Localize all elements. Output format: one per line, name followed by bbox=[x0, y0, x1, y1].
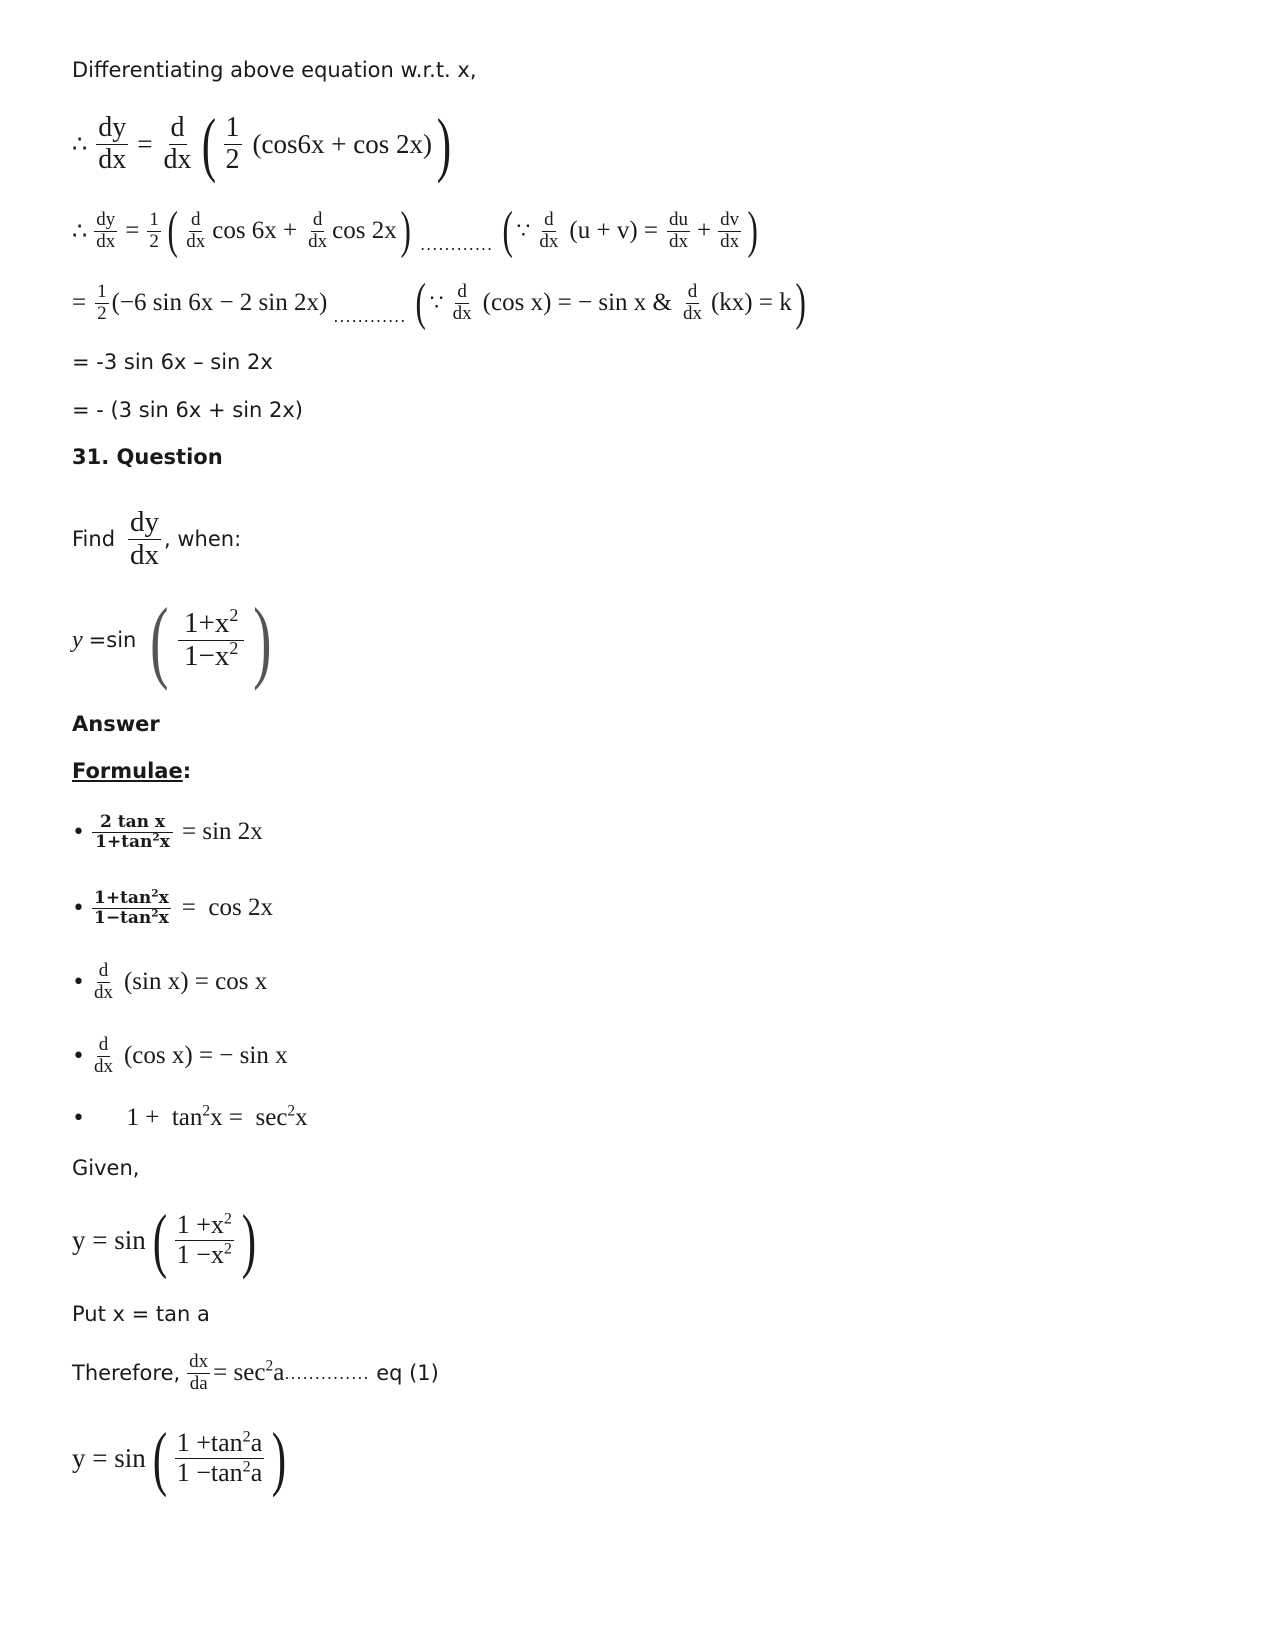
fraction-dy-dx: $\frac{dy}{dx}$ bbox=[98, 112, 127, 175]
result-line-2: = - (3 sin 6x + sin 2x) bbox=[72, 398, 303, 422]
find-statement: Find $\frac{dy}{dx}$ , when: bbox=[72, 506, 242, 571]
given-equation: y = sin ( $\frac{1 +x^2}{1 -x^2}$ ) bbox=[72, 1200, 257, 1280]
final-equation: y = sin ( $\frac{1 +\tan^2a}{1 -\tan^2a}$ ) bbox=[72, 1418, 287, 1498]
given-function: y =sin ( $\frac{1+x^2}{1-x^2}$ ) bbox=[72, 589, 272, 691]
therefore-symbol: ∴ bbox=[72, 131, 88, 158]
result-line-1: = -3 sin 6x – sin 2x bbox=[72, 350, 273, 374]
question-title: 31. Question bbox=[72, 445, 223, 469]
formula-item-4: • $\frac{d}{dx}$ (cos x) = − sin x bbox=[72, 1033, 288, 1077]
therefore-line: Therefore, $\frac{dx}{da}$ = $\sec^2a$ .............. eq (1) bbox=[72, 1350, 439, 1394]
equation-dy-dx-2: ∴ $\frac{dy}{dx}$ = $\frac{1}{2}$ ( $\frac{d}{dx}$ cos 6x + $\frac{d}{dx}$ cos 2x ) ............ ( ∵ $\frac{d}{dx}$ (u + v) = $\frac{du}{dx}$ + $\frac{dv}{dx}$ ) bbox=[72, 202, 759, 259]
formulae-heading: Formulae : bbox=[72, 759, 192, 783]
formula-item-2: • $\frac{1+\tan^2x}{1-\tan^2x}$ = cos 2x bbox=[72, 887, 273, 928]
formula-item-5: • $1 + \tan^2x = \sec^2x$ bbox=[72, 1102, 308, 1131]
fraction-d-dx: $\frac{d}{dx}$ bbox=[163, 112, 192, 175]
intro-line: Differentiating above equation w.r.t. x, bbox=[72, 58, 477, 82]
equation-dy-dx-1: ∴ $\frac{dy}{dx}$ = $\frac{d}{dx}$ ( $\frac{1}{2}$ (cos6x + cos 2x) ) bbox=[72, 104, 452, 184]
fraction-one-half: $\frac{1}{2}$ bbox=[225, 112, 240, 175]
given-label: Given, bbox=[72, 1156, 140, 1180]
formula-item-3: • $\frac{d}{dx}$ (sin x) = cos x bbox=[72, 959, 268, 1003]
intro-text bbox=[72, 58, 477, 82]
formula-item-1: • $\frac{\text{2 tan x}}{1+\tan^2x}$ = sin 2x bbox=[72, 812, 263, 852]
substitution-line: Put x = tan a bbox=[72, 1302, 210, 1326]
equation-step-3: = $\frac{1}{2}$ (−6 sin 6x − 2 sin 2x) ............ ( ∵ $\frac{d}{dx}$ (cos x) = − sin x & $\frac{d}{dx}$ (kx) = k ) bbox=[72, 274, 806, 331]
answer-heading: Answer bbox=[72, 712, 160, 736]
